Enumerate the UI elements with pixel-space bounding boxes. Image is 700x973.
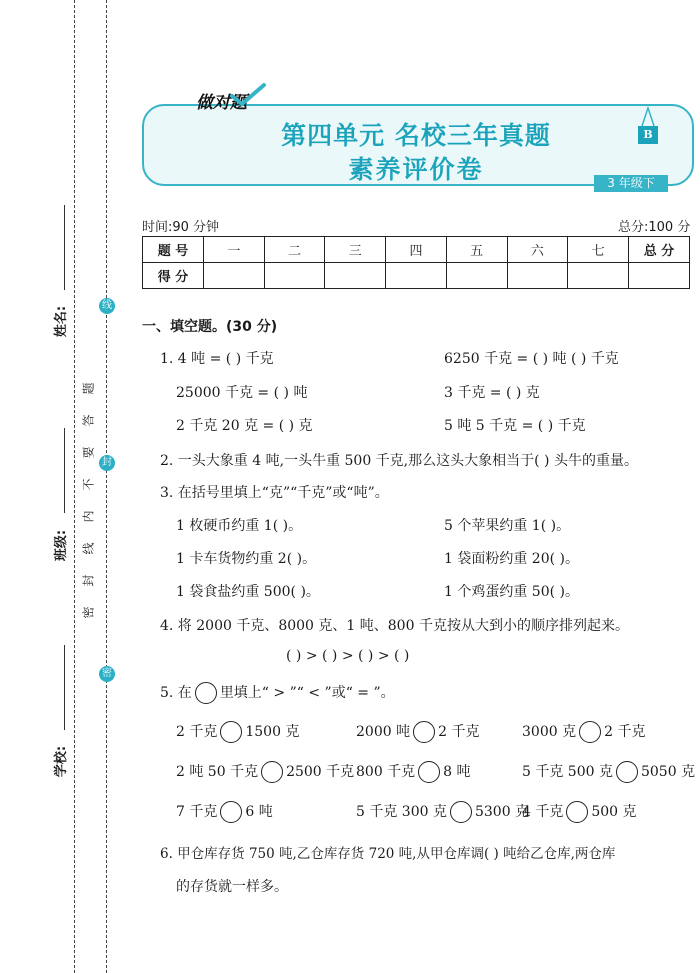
score-input-cell[interactable] — [204, 263, 265, 289]
compare-circle-icon — [195, 682, 217, 704]
compare-right: 8 吨 — [443, 764, 471, 780]
q4-stem: 4. 将 2000 千克、8000 克、1 吨、800 千克按从大到小的顺序排列起来。 — [160, 618, 629, 634]
class-label: 班级: — [54, 529, 70, 562]
score-table — [142, 236, 690, 289]
compare-right: 5050 克 — [640, 764, 696, 780]
total-score-info: 总分:100 分 — [618, 220, 691, 235]
q3-c: 1 卡车货物约重 2( )。 — [176, 551, 317, 567]
score-table-cell: 六 — [507, 237, 568, 263]
school-label: 学校: — [54, 745, 70, 778]
q3-stem: 3. 在括号里填上“克”“千克”或“吨”。 — [160, 485, 389, 501]
seal-char: 封 — [81, 574, 96, 587]
page-title: 第四单元 名校三年真题 — [281, 121, 551, 150]
score-table-cell: 五 — [446, 237, 507, 263]
compare-left: 4 千克 — [522, 804, 564, 820]
compare-right: 2500 千克 — [286, 764, 355, 780]
compare-circle-blank[interactable] — [413, 721, 435, 743]
compare-circle-blank[interactable] — [220, 721, 242, 743]
q1-d: 3 千克 = ( ) 克 — [444, 385, 540, 401]
compare-right: 5300 克 — [474, 804, 530, 820]
score-table-cell: 题 号 — [143, 237, 204, 263]
score-table-cell: 一 — [204, 237, 265, 263]
compare-circle-blank[interactable] — [616, 761, 638, 783]
compare-left: 800 千克 — [356, 764, 416, 780]
compare-left: 7 千克 — [176, 804, 218, 820]
page-subtitle: 素养评价卷 — [348, 155, 484, 184]
q4-answer-blanks: ( ) > ( ) > ( ) > ( ) — [286, 648, 410, 664]
logo-text: 做对题 — [196, 93, 247, 113]
score-input-cell[interactable] — [386, 263, 447, 289]
seal-circle-mark: 线 — [99, 298, 115, 314]
seal-char: 题 — [81, 382, 96, 395]
q3-b: 5 个苹果约重 1( )。 — [444, 518, 571, 534]
name-label: 姓名: — [54, 305, 70, 338]
section-heading: 一、填空题。(30 分) — [142, 319, 278, 335]
q5-stem-post: 里填上“ > ”“ < ”或“ = ”。 — [219, 685, 395, 701]
score-table-header-row — [143, 237, 690, 263]
name-blank-line — [64, 205, 65, 290]
compare-left: 5 千克 500 克 — [522, 764, 613, 780]
binding-dash-line-outer — [74, 0, 75, 973]
compare-circle-blank[interactable] — [450, 801, 472, 823]
score-input-cell[interactable] — [629, 263, 690, 289]
time-info: 时间:90 分钟 — [142, 220, 220, 235]
compare-item — [522, 801, 637, 823]
compare-item — [356, 761, 471, 783]
score-table-cell: 二 — [264, 237, 325, 263]
seal-char: 密 — [81, 606, 96, 619]
score-input-cell[interactable] — [507, 263, 568, 289]
score-input-cell[interactable] — [568, 263, 629, 289]
compare-left: 2 吨 50 千克 — [176, 764, 259, 780]
school-blank-line — [64, 645, 65, 730]
compare-item — [176, 761, 354, 783]
compare-item — [522, 721, 645, 743]
compare-circle-blank[interactable] — [418, 761, 440, 783]
compare-circle-blank[interactable] — [261, 761, 283, 783]
q1-e: 2 千克 20 克 = ( ) 克 — [176, 418, 313, 434]
compare-right: 2 千克 — [604, 724, 646, 740]
compare-item — [356, 721, 479, 743]
seal-char: 线 — [81, 542, 96, 555]
compare-right: 1500 克 — [245, 724, 300, 740]
compare-circle-blank[interactable] — [566, 801, 588, 823]
binding-dash-line-inner — [106, 0, 107, 973]
q3-e: 1 袋食盐约重 500( )。 — [176, 584, 320, 600]
compare-circle-blank[interactable] — [579, 721, 601, 743]
seal-char: 答 — [81, 414, 96, 427]
score-table-cell: 总 分 — [629, 237, 690, 263]
score-input-cell[interactable] — [446, 263, 507, 289]
score-table-score-row — [143, 263, 690, 289]
compare-right: 6 吨 — [245, 804, 273, 820]
q5-stem — [160, 682, 395, 704]
checkmark-icon — [228, 82, 268, 108]
q5-stem-pre: 5. 在 — [160, 685, 192, 701]
q6-line1: 6. 甲仓库存货 750 吨,乙仓库存货 720 吨,从甲仓库调( ) 吨给乙仓库,两仓库 — [160, 846, 616, 862]
compare-circle-blank[interactable] — [220, 801, 242, 823]
class-blank-line — [64, 428, 65, 513]
q3-d: 1 袋面粉约重 20( )。 — [444, 551, 579, 567]
score-row-label: 得 分 — [143, 263, 204, 289]
compare-left: 2 千克 — [176, 724, 218, 740]
score-input-cell[interactable] — [264, 263, 325, 289]
q1-b: 6250 千克 = ( ) 吨 ( ) 千克 — [444, 351, 619, 367]
q1-a: 1. 4 吨 = ( ) 千克 — [160, 351, 274, 367]
q3-a: 1 枚硬币约重 1( )。 — [176, 518, 303, 534]
compare-item — [176, 721, 299, 743]
seal-char: 内 — [81, 510, 96, 523]
compare-right: 500 克 — [591, 804, 637, 820]
score-table-cell: 三 — [325, 237, 386, 263]
q1-c: 25000 千克 = ( ) 吨 — [176, 385, 308, 401]
seal-char: 不 — [81, 478, 96, 491]
hanging-tag-icon — [636, 104, 660, 128]
compare-right: 2 千克 — [438, 724, 480, 740]
score-table-cell: 七 — [568, 237, 629, 263]
q3-f: 1 个鸡蛋约重 50( )。 — [444, 584, 579, 600]
version-tag: B — [638, 126, 658, 144]
seal-char: 要 — [81, 446, 96, 459]
score-table-cell: 四 — [386, 237, 447, 263]
seal-circle-mark: 密 — [99, 666, 115, 682]
compare-left: 5 千克 300 克 — [356, 804, 447, 820]
compare-left: 3000 克 — [522, 724, 577, 740]
q1-f: 5 吨 5 千克 = ( ) 千克 — [444, 418, 586, 434]
compare-item — [356, 801, 529, 823]
q6-line2: 的存货就一样多。 — [176, 879, 288, 895]
seal-circle-mark: 封 — [99, 455, 115, 471]
compare-item — [522, 761, 695, 783]
q2: 2. 一头大象重 4 吨,一头牛重 500 千克,那么这头大象相当于( ) 头牛的重量。 — [160, 453, 638, 469]
compare-item — [176, 801, 273, 823]
grade-badge: 3 年级下 — [594, 175, 668, 192]
score-input-cell[interactable] — [325, 263, 386, 289]
compare-left: 2000 吨 — [356, 724, 411, 740]
